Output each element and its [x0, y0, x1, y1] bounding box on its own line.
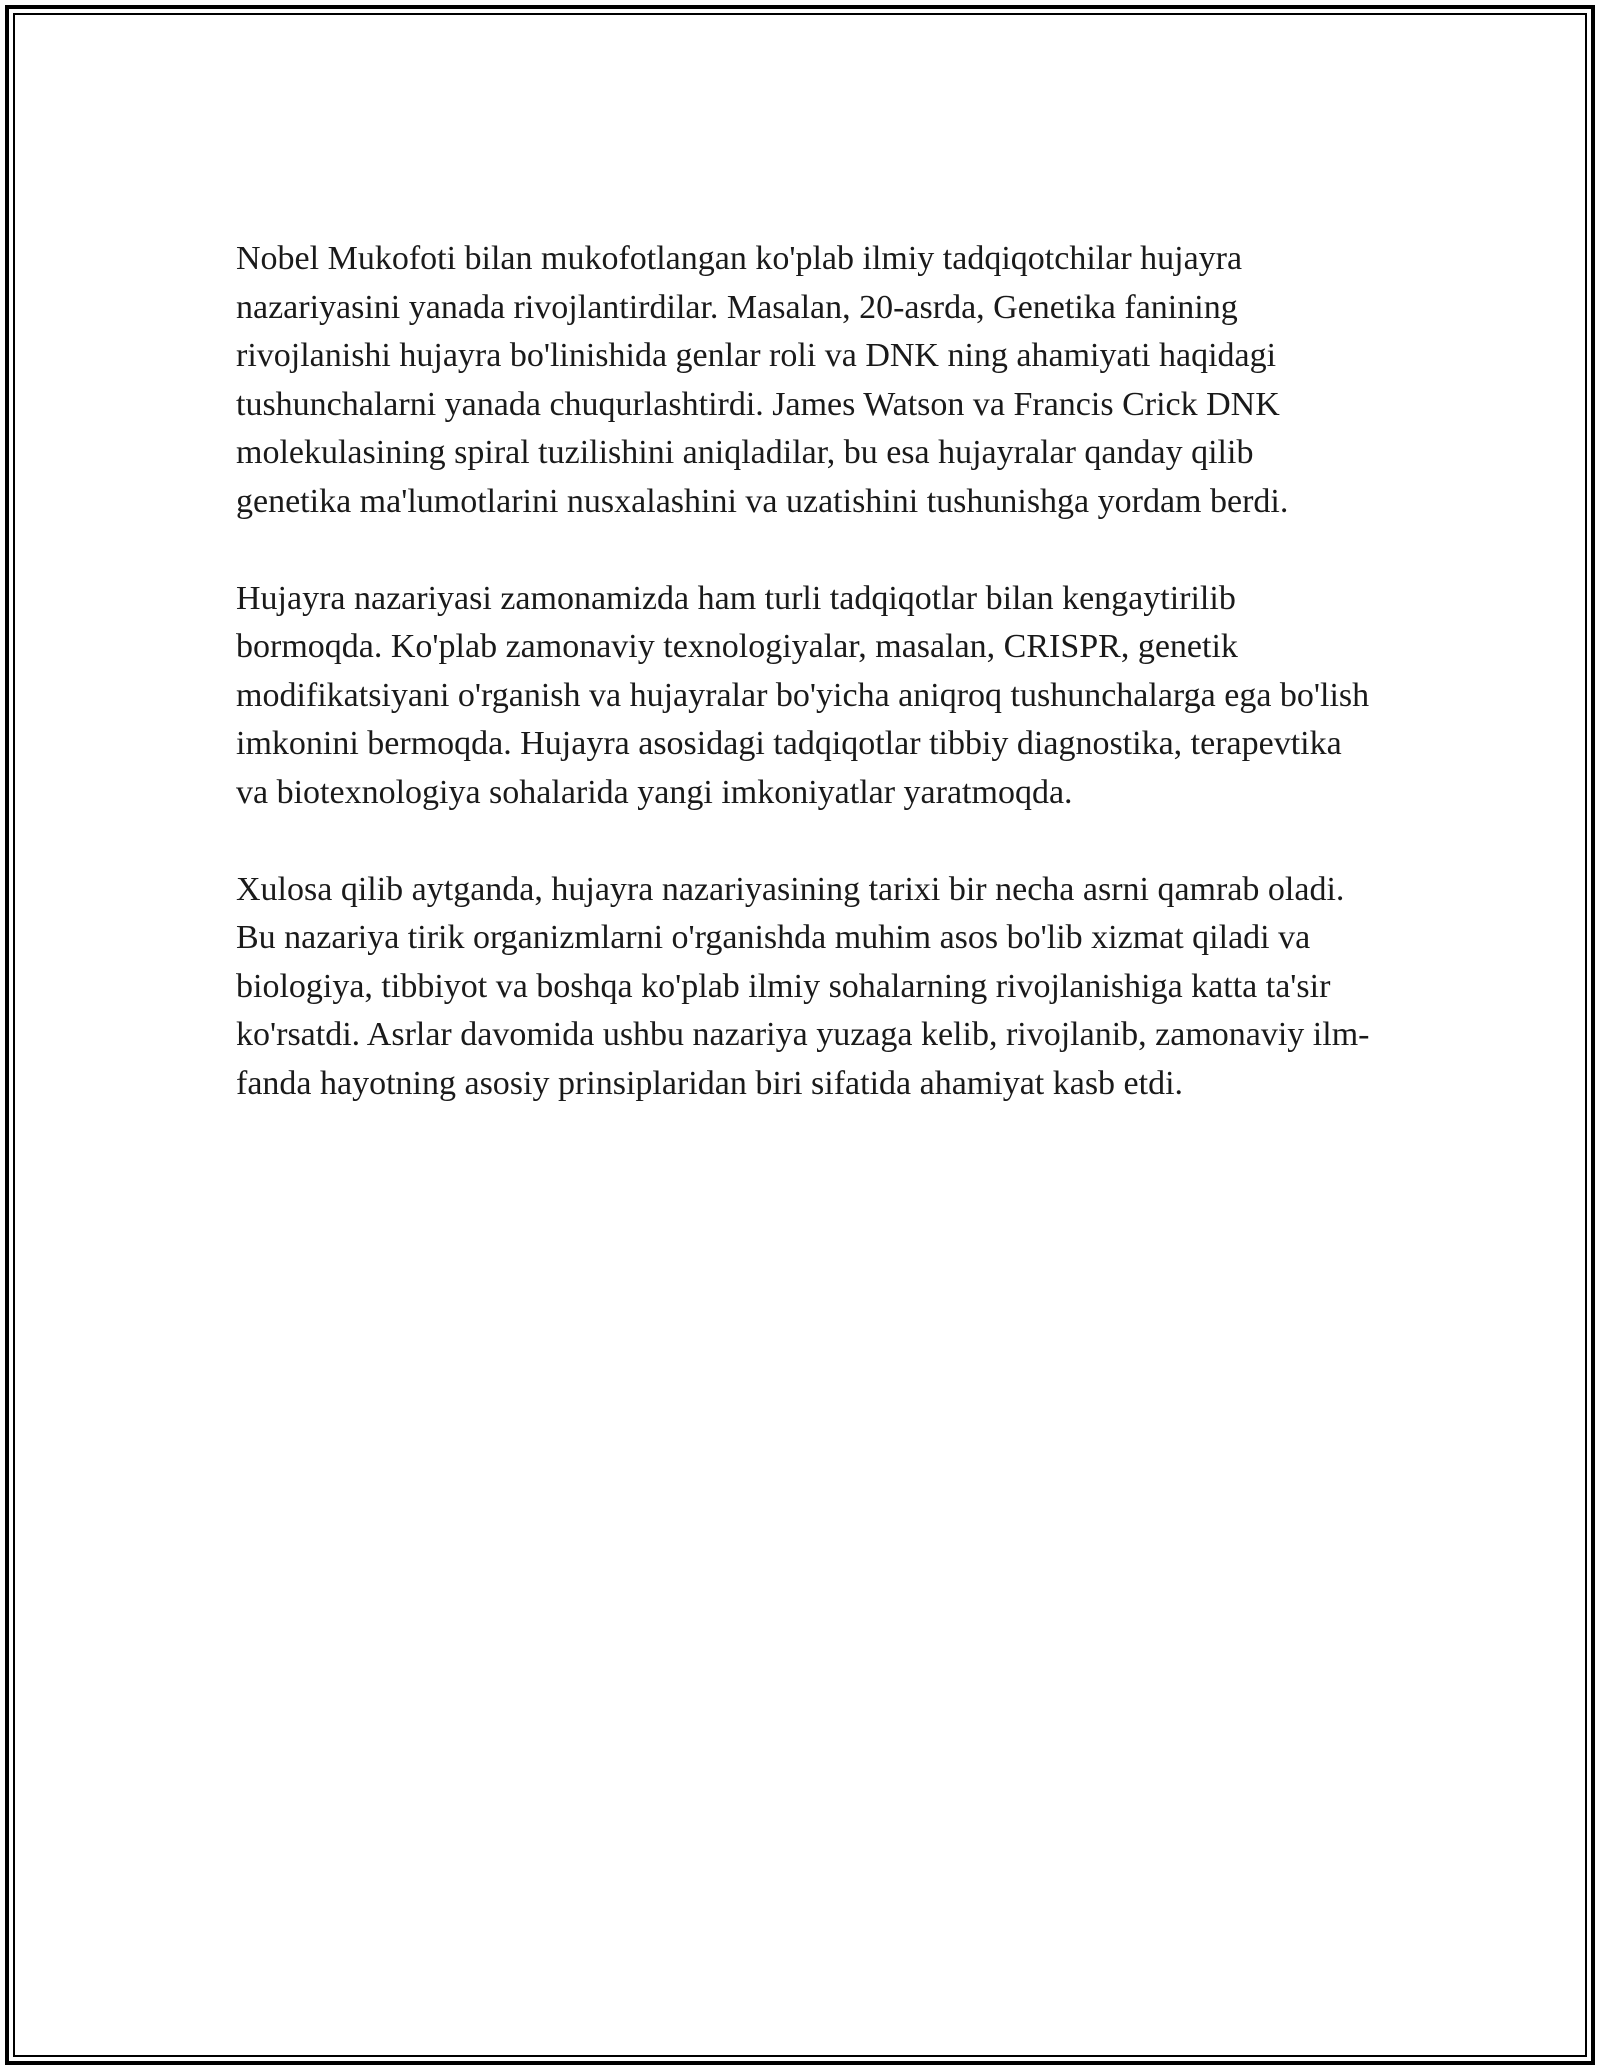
document-body — [236, 235, 1376, 1157]
paragraph-conclusion: Xulosa qilib aytganda, hujayra nazariyasining tarixi bir necha asrni qamrab oladi. Bu nazariya tirik organizmlarni o'rganishda muhim asos bo'lib xizmat qiladi va biologiya, tibbiyot va boshqa ko'plab ilmiy sohalarning rivojlanishiga katta ta'sir ko'rsatdi. Asrlar davomida ushbu nazariya yuzaga kelib, rivojlanib, zamonaviy ilm-fanda hayotning asosiy prinsiplaridan biri sifatida ahamiyat kasb etdi. — [236, 870, 1370, 1102]
paragraph-nobel-researchers: Nobel Mukofoti bilan mukofotlangan ko'plab ilmiy tadqiqotchilar hujayra nazariyasini yanada rivojlantirdilar. Masalan, 20-asrda, Genetika fanining rivojlanishi hujayra bo'linishida genlar roli va DNK ning ahamiyati haqidagi tushunchalarni yanada chuqurlashtirdi. James Watson va Francis Crick DNK molekulasining spiral tuzilishini aniqladilar, bu esa hujayralar qanday qilib genetika ma'lumotlarini nusxalashini va uzatishini tushunishga yordam berdi. — [236, 240, 1289, 520]
paragraph-modern-research: Hujayra nazariyasi zamonamizda ham turli tadqiqotlar bilan kengaytirilib bormoqda. Ko'plab zamonaviy texnologiyalar, masalan, CRISPR, genetik modifikatsiyani o'rganish va hujayralar bo'yicha aniqroq tushunchalarga ega bo'lish imkonini bermoqda. Hujayra asosidagi tadqiqotlar tibbiy diagnostika, terapevtika va biotexnologiya sohalarida yangi imkoniyatlar yaratmoqda. — [236, 579, 1370, 811]
